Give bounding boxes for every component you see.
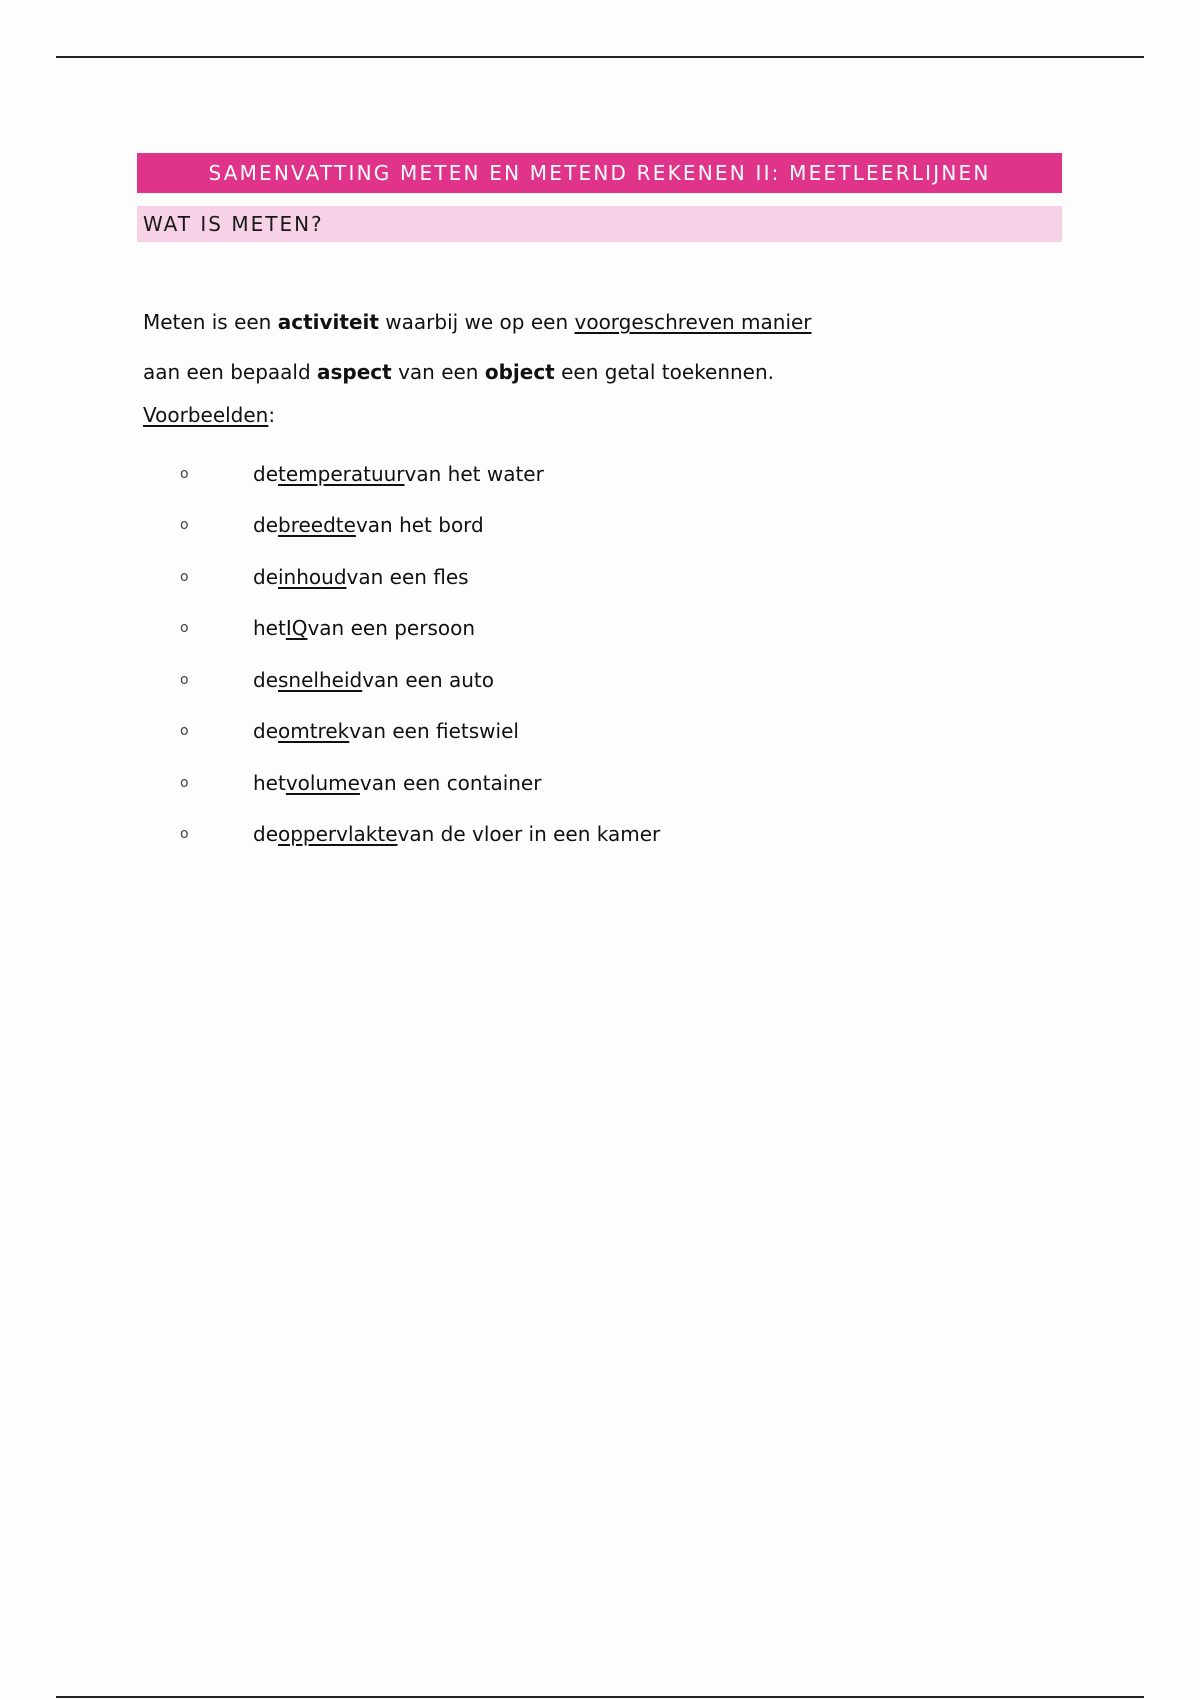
list-item	[180, 448, 1062, 500]
definition-text-2: waarbij we op een	[378, 310, 575, 334]
example-prefix: de	[253, 719, 278, 744]
document-title-bar	[137, 153, 1062, 193]
definition-bold-activiteit: activiteit	[277, 310, 379, 334]
list-item	[180, 603, 1062, 655]
list-item	[180, 551, 1062, 603]
example-suffix: van een persoon	[307, 616, 476, 641]
example-prefix: de	[253, 667, 278, 692]
bullet-icon: o	[180, 774, 189, 791]
section-heading: WAT IS METEN?	[143, 212, 324, 236]
example-suffix: van het bord	[355, 513, 484, 538]
examples-label-line	[137, 400, 1062, 430]
document-content	[137, 153, 1062, 860]
example-prefix: de	[253, 513, 278, 538]
definition-text-3: aan een bepaald	[143, 360, 318, 384]
bullet-icon: o	[180, 517, 189, 534]
bullet-icon: o	[180, 671, 189, 688]
definition-text-4: van een	[391, 360, 485, 384]
example-keyword: inhoud	[278, 564, 347, 589]
bullet-icon: o	[180, 465, 189, 482]
example-prefix: de	[253, 461, 278, 486]
bullet-icon: o	[180, 723, 189, 740]
example-prefix: de	[253, 564, 278, 589]
page-bottom-rule	[56, 1696, 1144, 1698]
example-suffix: van een auto	[362, 667, 494, 692]
definition-paragraph	[137, 297, 823, 397]
list-item	[180, 654, 1062, 706]
list-item	[180, 809, 1062, 861]
definition-bold-aspect: aspect	[317, 360, 392, 384]
bullet-icon: o	[180, 826, 189, 843]
examples-label-colon: :	[268, 403, 276, 427]
definition-underline-voorgeschreven: voorgeschreven manier	[574, 310, 812, 334]
definition-text-5: een getal toekennen.	[554, 360, 775, 384]
definition-text-1: Meten is een	[143, 310, 278, 334]
examples-label: Voorbeelden	[143, 403, 269, 427]
example-keyword: omtrek	[278, 719, 350, 744]
example-suffix: van het water	[404, 461, 544, 486]
example-suffix: van een fietswiel	[349, 719, 519, 744]
example-keyword: IQ	[285, 616, 308, 641]
example-keyword: snelheid	[278, 667, 363, 692]
example-suffix: van een fles	[346, 564, 469, 589]
list-item	[180, 500, 1062, 552]
example-prefix: de	[253, 822, 278, 847]
example-suffix: van de vloer in een kamer	[397, 822, 661, 847]
list-item	[180, 757, 1062, 809]
examples-list	[137, 448, 1062, 860]
example-keyword: volume	[285, 770, 360, 795]
list-item	[180, 706, 1062, 758]
bullet-icon: o	[180, 568, 189, 585]
example-keyword: temperatuur	[278, 461, 405, 486]
example-prefix: het	[253, 770, 286, 795]
document-title: SAMENVATTING METEN EN METEND REKENEN II: MEETLEERLIJNEN	[208, 161, 991, 185]
example-keyword: breedte	[278, 513, 356, 538]
page-top-rule	[56, 56, 1144, 58]
example-keyword: oppervlakte	[278, 822, 398, 847]
example-suffix: van een container	[359, 770, 542, 795]
section-heading-bar	[137, 206, 1062, 242]
definition-bold-object: object	[484, 360, 555, 384]
example-prefix: het	[253, 616, 286, 641]
bullet-icon: o	[180, 620, 189, 637]
